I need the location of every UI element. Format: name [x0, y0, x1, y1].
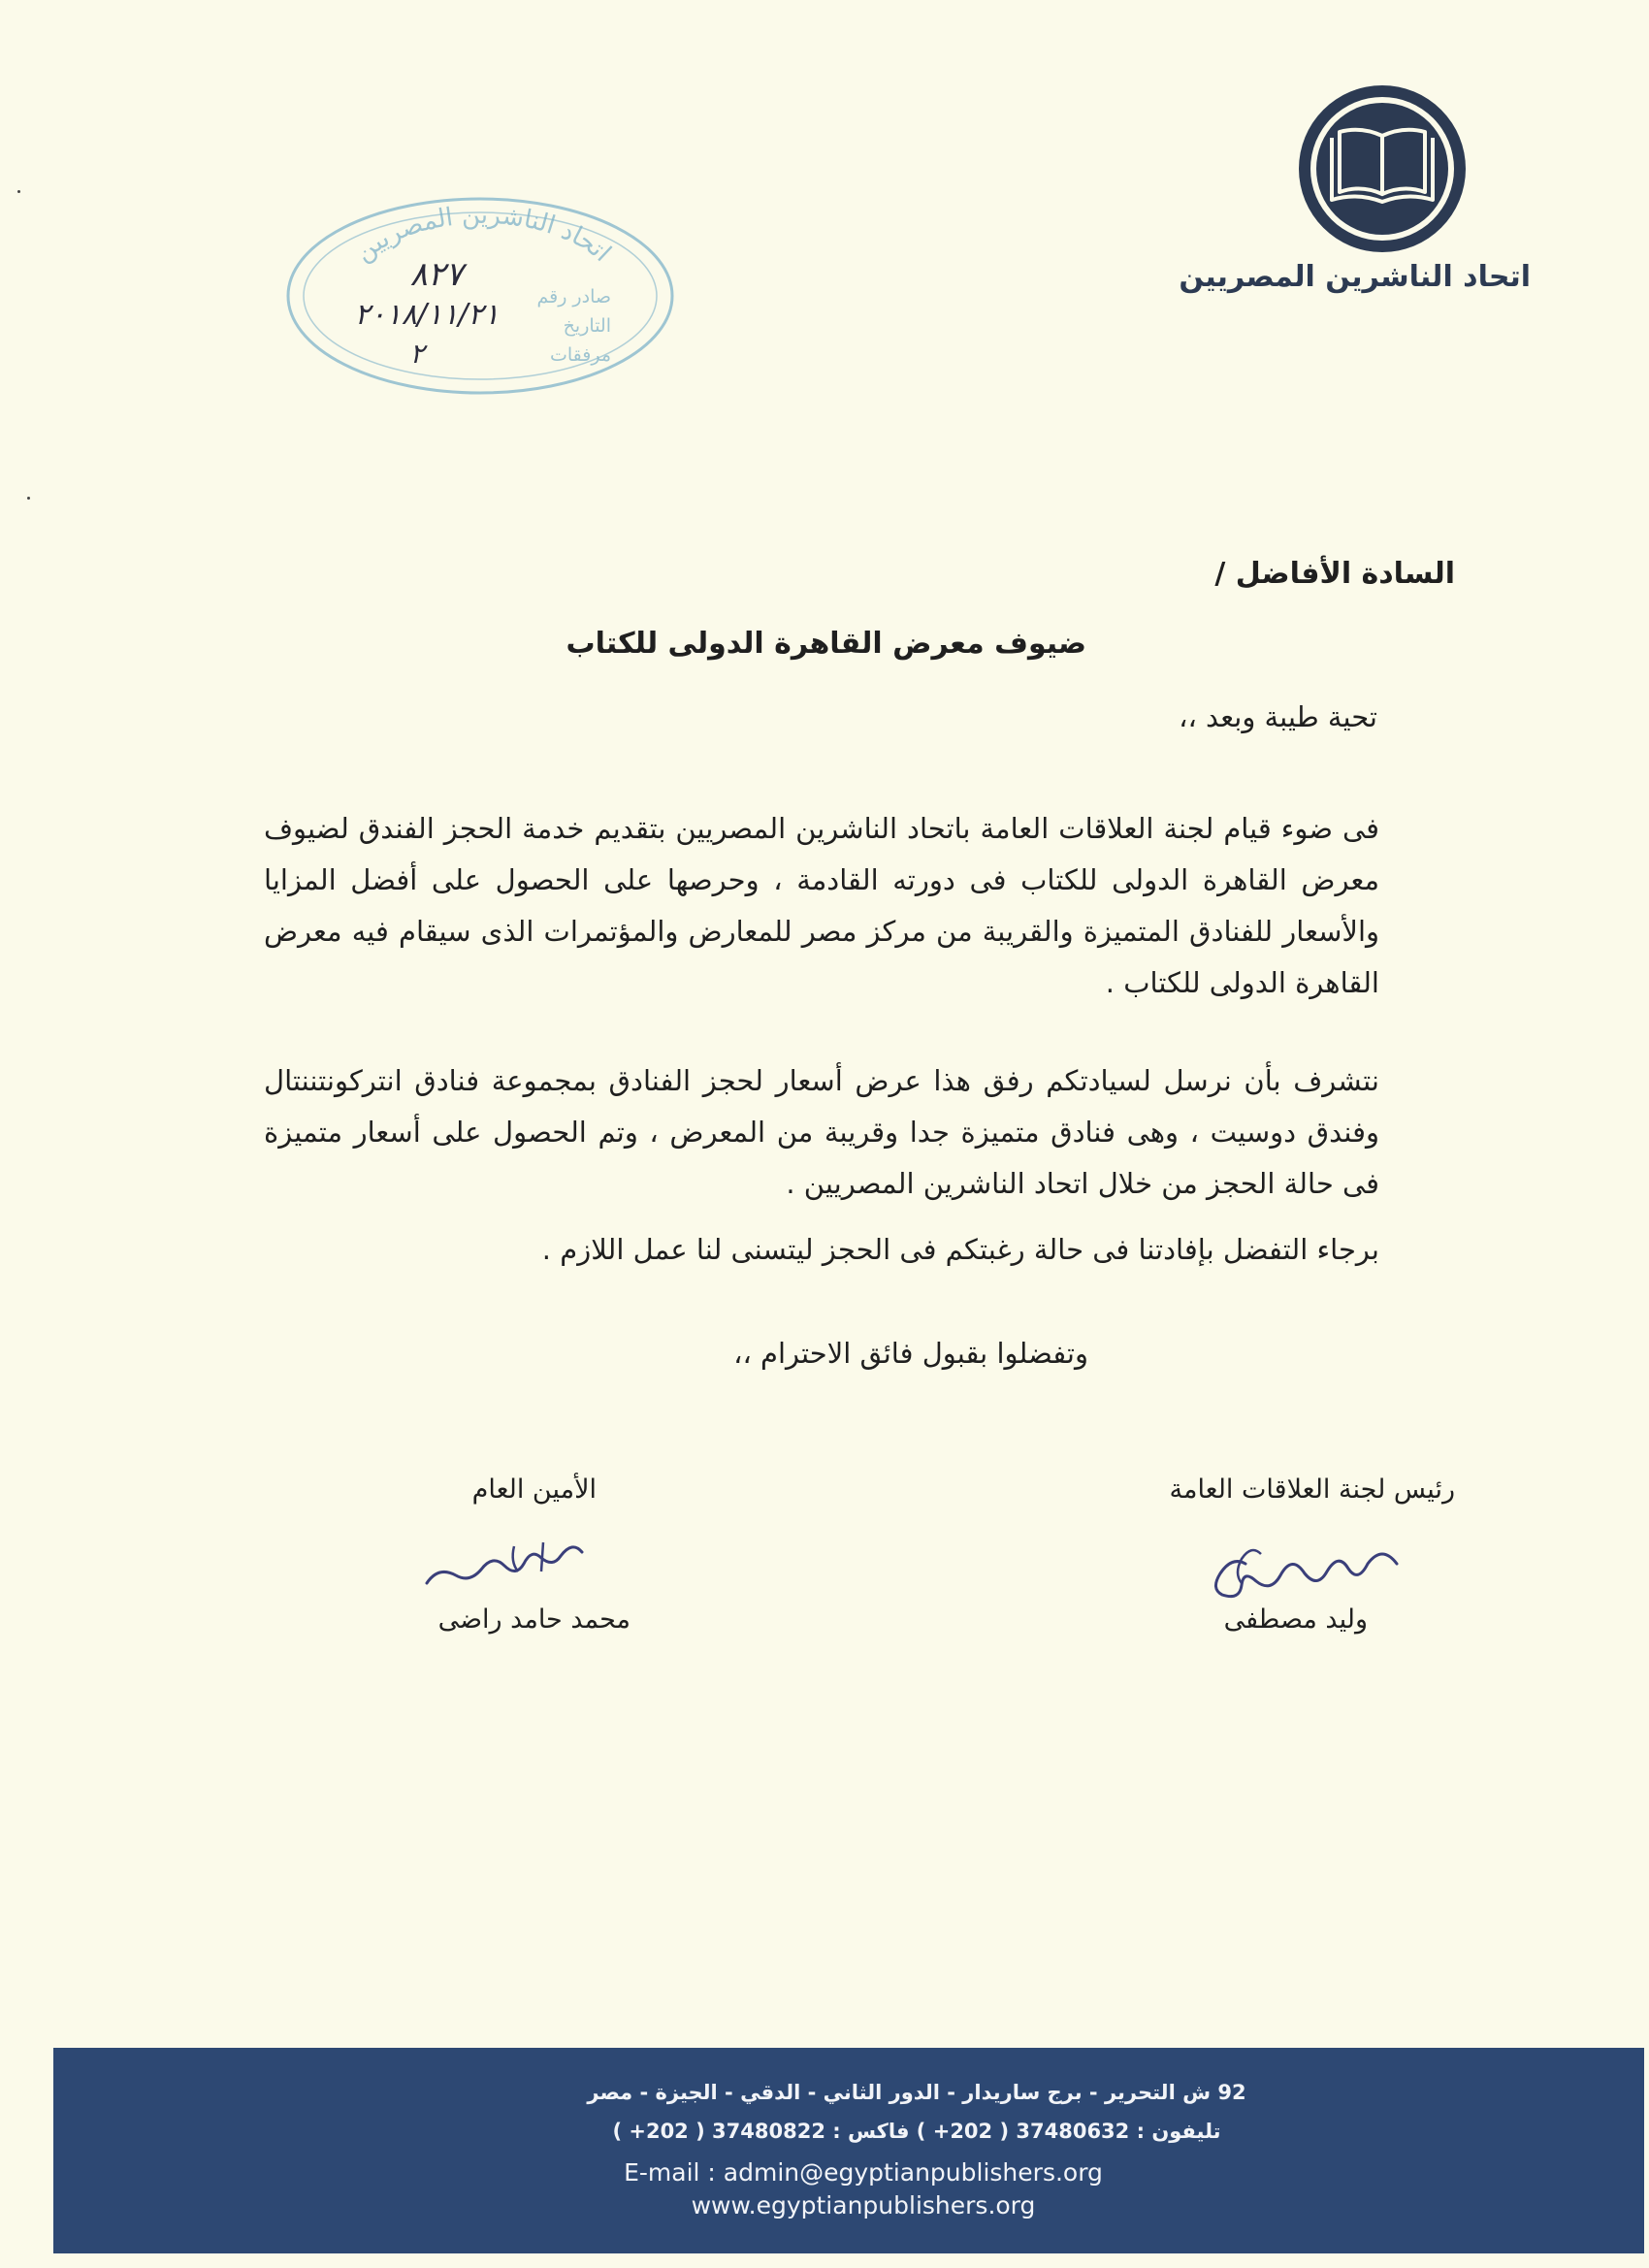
salutation: السادة الأفاضل /	[1214, 557, 1455, 591]
signatory-name-right: وليد مصطفى	[1223, 1604, 1368, 1635]
stamp-number: ٨٢٧	[409, 255, 464, 294]
paragraph-3: برجاء التفضل بإفادتنا فى حالة رغبتكم فى الحجز ليتسنى لنا عمل اللازم .	[541, 1233, 1379, 1266]
stamp-handwritten-entries	[310, 254, 563, 371]
signatory-title-secretary-general: الأمين العام	[471, 1474, 597, 1505]
scan-dot	[17, 190, 20, 193]
paragraph-1: فى ضوء قيام لجنة العلاقات العامة باتحاد الناشرين المصريين بتقديم خدمة الحجز الفندق لضيوف معرض القاهرة الدولى للكتاب فى دورته القادمة ، وحرصها على الحصول على أفضل المزايا والأسعار للفنادق المتميزة والقريبة من مركز مصر للمعارض والمؤتمرات الذى سيقام فيه معرض القاهرة الدولى للكتاب .	[264, 812, 1379, 999]
footer-phone-fax: تليفون : 37480632 ( 202+ ) فاكس : 37480822 ( 202+ )	[612, 2120, 1221, 2143]
footer-address: 92 ش التحرير - برج ساريدار - الدور الثاني - الدقي - الجيزة - مصر	[587, 2081, 1246, 2104]
signatory-name-left: محمد حامد راضى	[437, 1604, 630, 1635]
signature-walid-mostafa	[1203, 1525, 1406, 1612]
open-book-icon	[1295, 81, 1470, 256]
letterhead-footer	[53, 2048, 1644, 2253]
letter-subject: ضيوف معرض القاهرة الدولى للكتاب	[566, 627, 1086, 661]
organization-name: اتحاد الناشرين المصريين	[1179, 260, 1531, 294]
signatory-title-public-relations: رئيس لجنة العلاقات العامة	[1169, 1474, 1455, 1505]
stamp-label-date: التاريخ	[563, 315, 611, 337]
stamp-attachments: ٢	[409, 338, 425, 370]
stamp-ring-text: اتحاد الناشرين المصريين	[349, 200, 617, 269]
stamp-date: ٢٠١٨/١١/٢١	[354, 298, 500, 332]
paragraph-2: نتشرف بأن نرسل لسيادتكم رفق هذا عرض أسعار لحجز الفنادق بمجموعة فنادق انتركونتننتال وفندق دوسيت ، وهى فنادق متميزة جدا وقريبة من المعرض ، وتم الحصول على أسعار متميزة فى حالة الحجز من خلال اتحاد الناشرين المصريين .	[264, 1064, 1379, 1200]
footer-website[interactable]: www.egyptianpublishers.org	[691, 2191, 1036, 2219]
stamp-label-attachments: مرفقات	[549, 344, 611, 366]
signature-mohamed-hamed	[417, 1523, 592, 1601]
greeting: تحية طيبة وبعد ،،	[1179, 700, 1377, 733]
stamp-label-number: صادر رقم	[536, 286, 611, 308]
footer-email[interactable]: E-mail : admin@egyptianpublishers.org	[624, 2158, 1103, 2187]
closing-line: وتفضلوا بقبول فائق الاحترام ،،	[733, 1337, 1088, 1370]
scan-dot	[27, 497, 30, 500]
